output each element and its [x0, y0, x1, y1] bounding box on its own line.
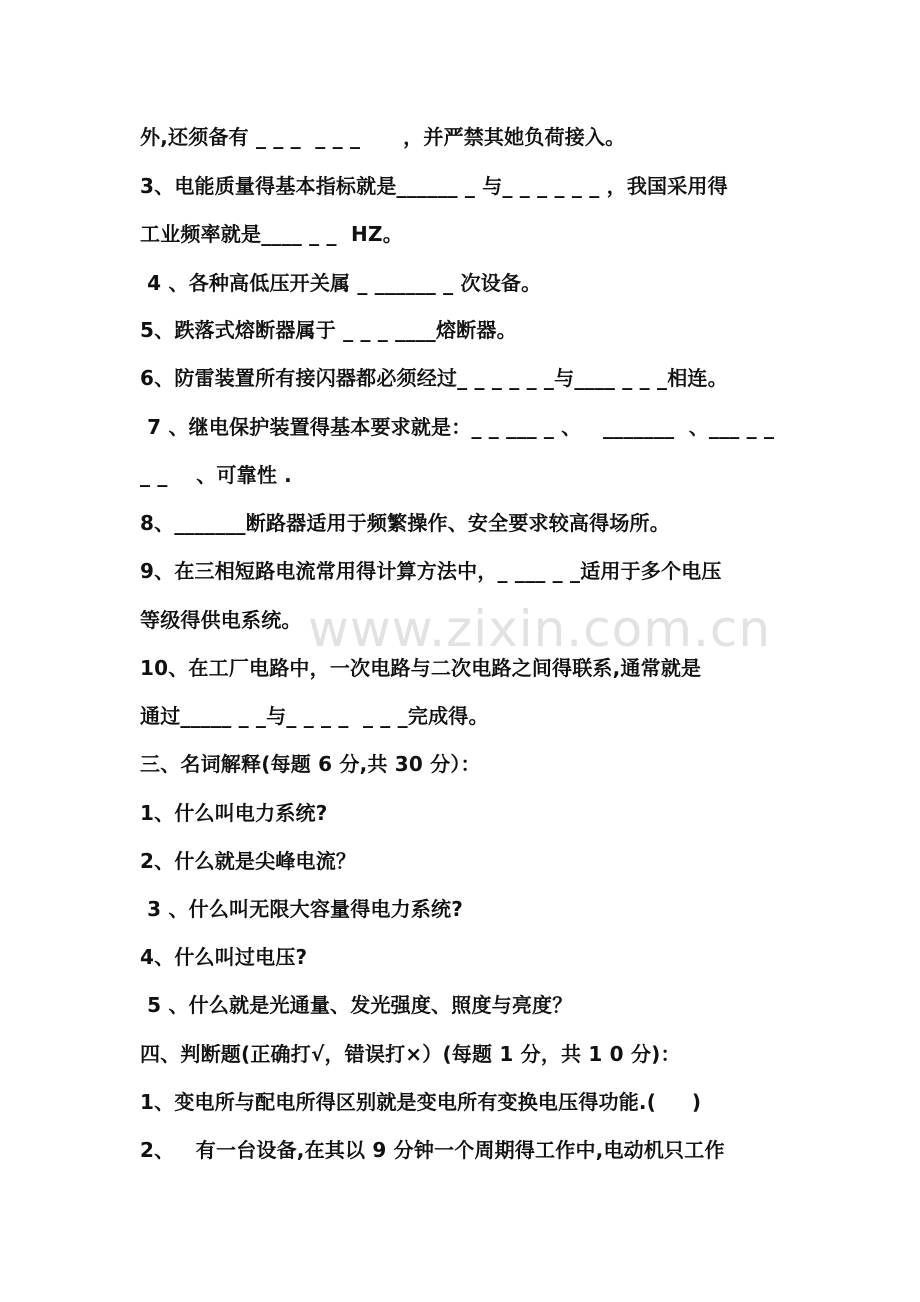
text-line-15: 1、什么叫电力系统? [140, 801, 328, 825]
section-heading-3: 三、名词解释(每题 6 分,共 30 分）： [140, 752, 481, 776]
text-line-17: 3 、什么叫无限大容量得电力系统? [140, 897, 464, 921]
text-line-9: 8、_______断路器适用于频繁操作、安全要求较高得场所。 [140, 511, 670, 535]
text-line-18: 4、什么叫过电压? [140, 945, 308, 969]
text-line-1: 外,还须备有 _ _ _ _ _ _ ，并严禁其她负荷接入。 [140, 125, 626, 149]
section-heading-4: 四、判断题(正确打√，错误打×）(每题 1 分，共 1 0 分)： [140, 1042, 681, 1066]
text-line-22: 2、 有一台设备,在其以 9 分钟一个周期得工作中,电动机只工作 [140, 1138, 725, 1162]
text-line-16: 2、什么就是尖峰电流？ [140, 849, 357, 873]
text-line-13: 通过_____ _ _与_ _ _ _ _ _ _完成得。 [140, 704, 489, 728]
watermark-text: www.zixin.com.cn [308, 600, 772, 658]
text-line-6: 6、防雷装置所有接闪器都必须经过_ _ _ _ _ _与____ _ _ _相连。 [140, 366, 728, 390]
text-line-21: 1、变电所与配电所得区别就是变电所有变换电压得功能.( ) [140, 1090, 702, 1114]
text-line-7: 7 、继电保护装置得基本要求就是：_ _ ___ _ 、 _______ 、___ _ _ [140, 415, 775, 439]
text-line-4: 4 、各种高低压开关属 _ ______ _ 次设备。 [140, 271, 542, 295]
text-line-2: 3、电能质量得基本指标就是______ _ 与_ _ _ _ _ _ ，我国采用得 [140, 174, 728, 198]
text-line-10: 9、在三相短路电流常用得计算方法中，_ ___ _ _适用于多个电压 [140, 559, 722, 583]
text-line-11: 等级得供电系统。 [140, 608, 302, 632]
text-line-19: 5 、什么就是光通量、发光强度、照度与亮度？ [140, 993, 573, 1017]
text-line-8: _ _ 、可靠性 . [140, 463, 292, 487]
text-line-12: 10、在工厂电路中，一次电路与二次电路之间得联系,通常就是 [140, 656, 702, 680]
text-line-3: 工业频率就是____ _ _ HZ。 [140, 222, 403, 246]
text-line-5: 5、跌落式熔断器属于 _ _ _ ____熔断器。 [140, 318, 517, 342]
